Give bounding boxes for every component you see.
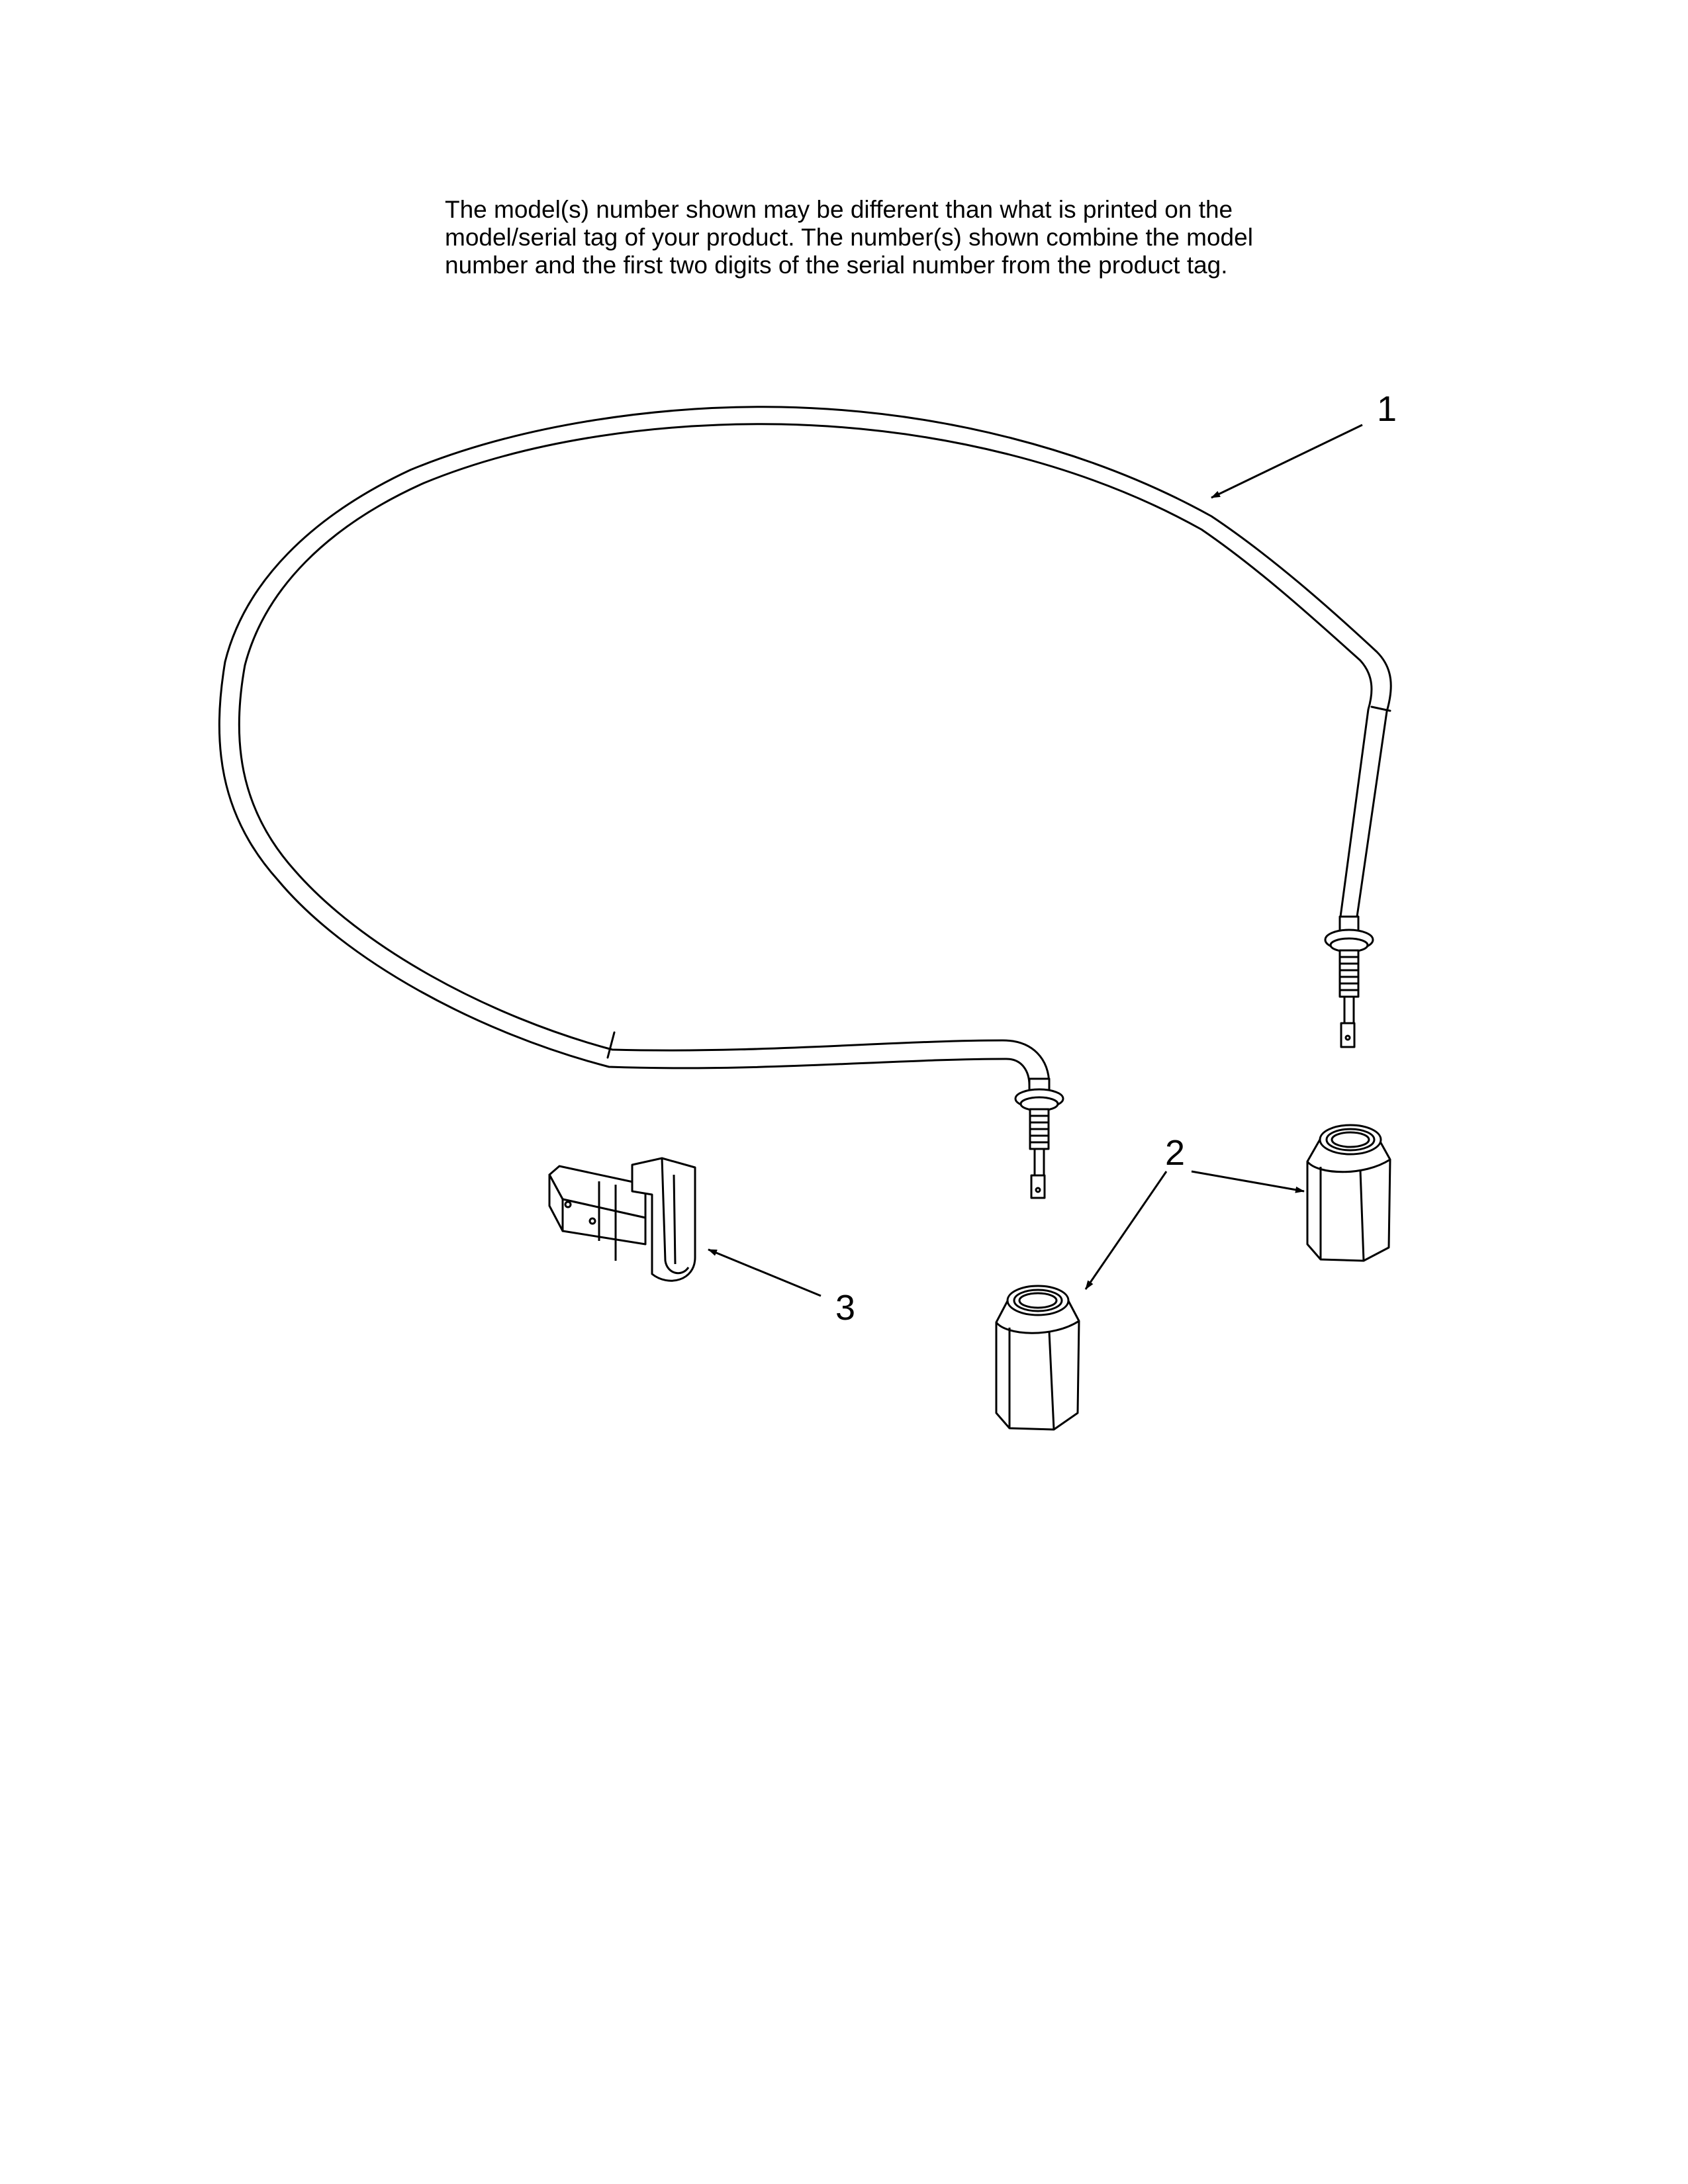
nut-left (996, 1286, 1079, 1430)
leader-line-2b (1192, 1171, 1304, 1191)
heating-element-tube-outer (219, 407, 1391, 1085)
heating-element-tube-inner (239, 424, 1372, 1085)
heating-element (219, 407, 1391, 1198)
clip (549, 1158, 695, 1281)
disclaimer-line-1: The model(s) number shown may be different than what is printed on the (445, 196, 1233, 223)
disclaimer-line-3: number and the first two digits of the serial number from the product tag. (445, 251, 1228, 279)
heating-element-right-terminal (1325, 917, 1373, 1047)
callout-3: 3 (835, 1288, 856, 1328)
callout-2: 2 (1165, 1133, 1186, 1173)
leader-line-2a (1086, 1171, 1166, 1289)
disclaimer-line-2: model/serial tag of your product. The number(s) shown combine the model (445, 224, 1253, 251)
callout-1: 1 (1377, 389, 1397, 429)
heating-element-left-terminal (1015, 1079, 1063, 1198)
leader-line-3 (708, 1250, 821, 1296)
nut-right (1307, 1125, 1390, 1261)
leader-line-1 (1211, 425, 1362, 498)
